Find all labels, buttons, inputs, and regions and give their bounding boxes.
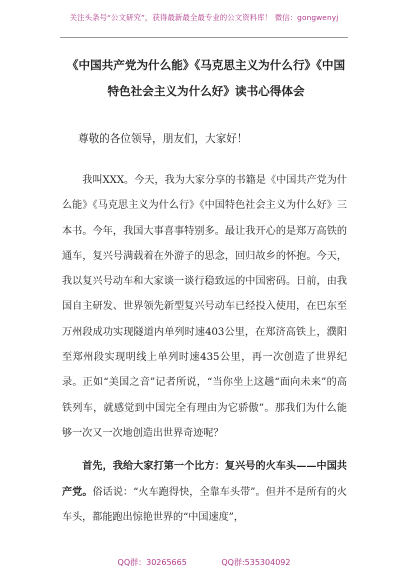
footer-qq-group-1: QQ群：30265665 (117, 558, 187, 567)
title-line-2: 特色社会主义为什么好》读书心得体会 (107, 84, 305, 98)
page-header (0, 4, 408, 38)
header-text: 关注头条号“公文研究”，获得最新最全最专业的公文资料库！ 微信：gongwenyj (69, 13, 339, 22)
header-divider (60, 37, 348, 38)
footer-qq-group-2: QQ群:535304092 (221, 558, 291, 567)
paragraph-2-rest: 俗话说：“火车跑得快，全靠车头带”。但并不是所有的火车头，都能跑出惊艳世界的“中国速度”， (62, 486, 347, 523)
greeting: 尊敬的各位领导，朋友们，大家好！ (78, 133, 248, 145)
paragraph-2 (62, 454, 347, 530)
paragraph-2-bold: 首先，我给大家打第一个比方：复兴号的火车头——中国共产党。 (62, 461, 347, 498)
document-body (62, 168, 347, 530)
page-footer (0, 557, 408, 568)
document-title (56, 52, 356, 104)
title-line-1: 《中国共产党为什么能》《马克思主义为什么行》《中国 (66, 58, 346, 72)
paragraph-1: 我叫XXX。今天，我为大家分享的书籍是《中国共产党为什么能》《马克思主义为什么行》《中国特色社会主义为什么好》三本书。今年，我国大事喜事特别多。最让我开心的是郑万高铁的通车，复兴号满载着在外游子的思念，回归故乡的怀抱。今天，我以复兴号动车和大家谈一谈行稳致远的中国密码。日前，由我国自主研发、世界领先新型复兴号动车已经投入使用，在巴东至万州段成功实现隧道内单列时速403公里，在郑济高铁上，濮阳至郑州段实现明线上单列时速435公里，再一次创造了世界纪录。正如“美国之音”记者所说，“当你坐上这趟“面向未来”的高铁列车，就感觉到中国完全有理由为它骄傲”。那我们为什么能够一次又一次地创造出世界奇迹呢？ (62, 175, 347, 439)
